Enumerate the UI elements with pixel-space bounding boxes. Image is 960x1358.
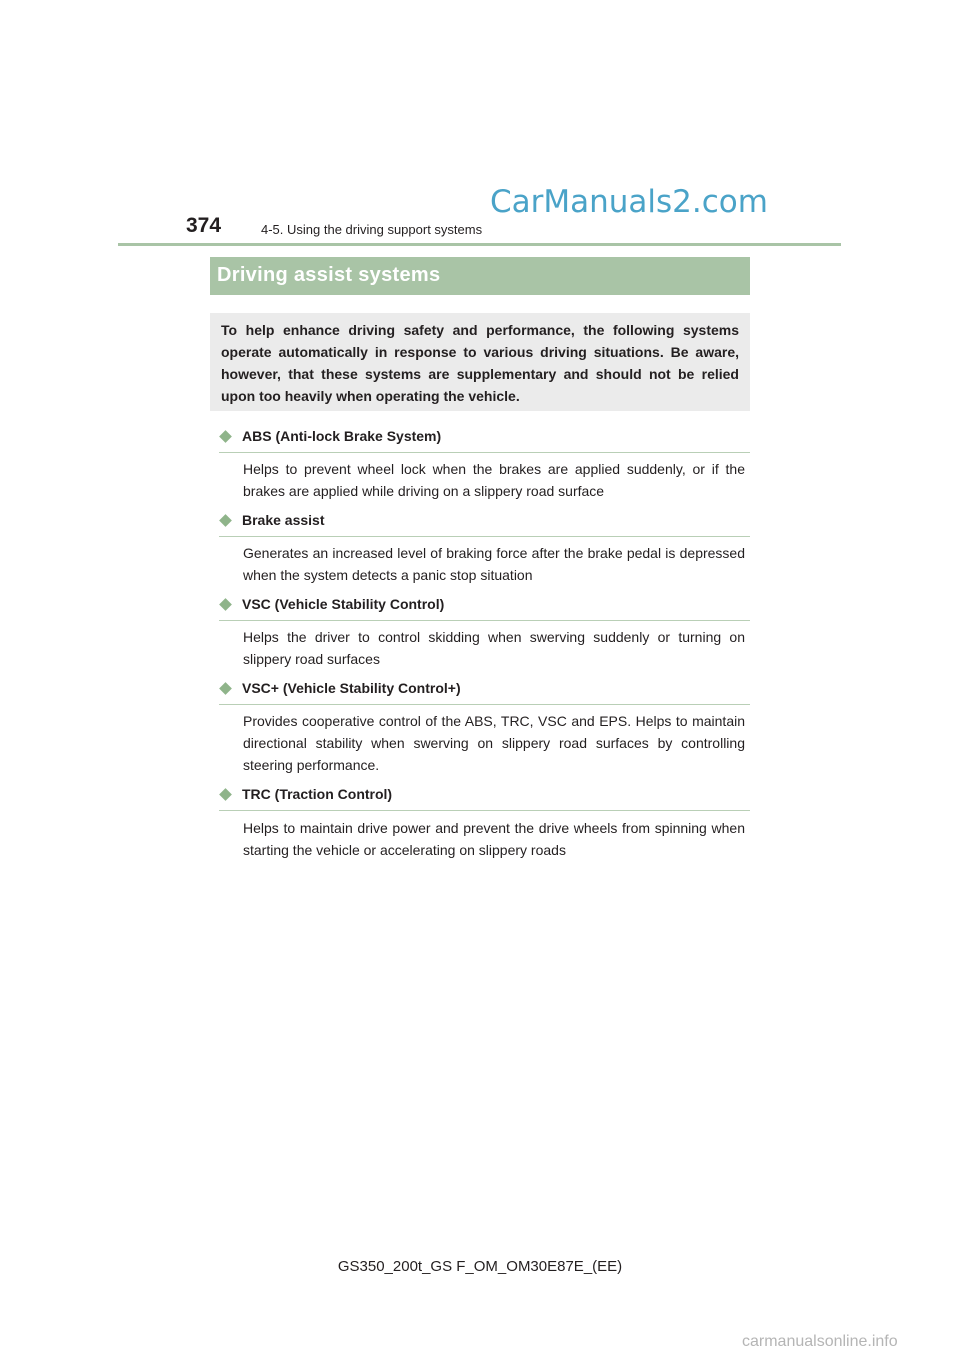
item-heading-label: VSC+ (Vehicle Stability Control+) xyxy=(242,680,461,696)
item-heading-trc xyxy=(219,786,750,811)
footer-document-code: GS350_200t_GS F_OM_OM30E87E_(EE) xyxy=(337,1258,623,1275)
diamond-bullet-icon xyxy=(219,598,232,611)
page-title: Driving assist systems xyxy=(217,264,441,286)
intro-text: To help enhance driving safety and performance, the following systems operate automatically in response to various driving situations. Be aware, however, that these systems are supplementary and should not be relied upon too heavily when operating the vehicle. xyxy=(221,322,739,404)
item-heading-brake-assist xyxy=(219,512,750,537)
item-body-brake-assist: Generates an increased level of braking force after the brake pedal is depressed when the system detects a panic stop situation xyxy=(243,545,745,583)
page-number: 374 xyxy=(186,214,222,237)
diamond-bullet-icon xyxy=(219,682,232,695)
item-heading-label: ABS (Anti-lock Brake System) xyxy=(242,428,442,444)
item-body-abs: Helps to prevent wheel lock when the brakes are applied suddenly, or if the brakes are applied while driving on a slippery road surface xyxy=(243,461,745,499)
item-heading-label: VSC (Vehicle Stability Control) xyxy=(242,596,445,612)
watermark-bottom: carmanualsonline.info xyxy=(742,1333,898,1350)
item-heading-label: TRC (Traction Control) xyxy=(242,786,393,802)
diamond-bullet-icon xyxy=(219,514,232,527)
item-body-trc: Helps to maintain drive power and prevent the drive wheels from spinning when starting the vehicle or accelerating on slippery roads xyxy=(243,820,745,858)
item-heading-vsc xyxy=(219,596,750,621)
intro-box xyxy=(210,313,750,411)
item-heading-abs xyxy=(219,428,750,453)
section-title: 4-5. Using the driving support systems xyxy=(261,222,483,237)
watermark-top-logo: CarManuals2.com xyxy=(490,184,768,220)
item-heading-vsc-plus xyxy=(219,680,750,705)
item-body-vsc: Helps the driver to control skidding when swerving suddenly or turning on slippery road surfaces xyxy=(243,629,745,667)
diamond-bullet-icon xyxy=(219,430,232,443)
item-body-vsc-plus: Provides cooperative control of the ABS, TRC, VSC and EPS. Helps to maintain directional stability when swerving on slippery road surfaces by controlling steering performance. xyxy=(243,713,745,773)
item-heading-label: Brake assist xyxy=(242,512,325,528)
diamond-bullet-icon xyxy=(219,788,232,801)
page-title-bar xyxy=(210,257,750,295)
header-divider xyxy=(118,243,841,246)
